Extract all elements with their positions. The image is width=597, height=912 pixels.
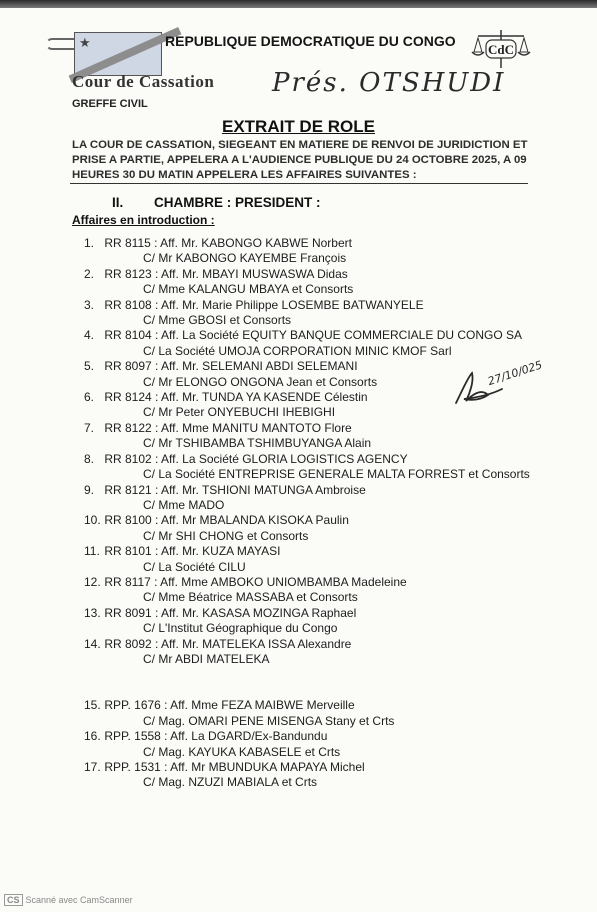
list-item [84,421,524,452]
chamber-heading [112,195,321,210]
court-name: Cour de Cassation [72,72,215,91]
document-title: EXTRAIT DE ROLE [221,117,375,136]
list-item [84,729,524,760]
list-item [84,698,524,729]
case-number: 9. [84,482,95,497]
section-heading: Affaires en introduction : [72,213,215,227]
case-title: RPP. 1558 : Aff. La DGARD/Ex-Bandundu [104,729,328,744]
case-respondent: C/ Mag. KAYUKA KABASELE et Crts [143,744,341,759]
case-respondent: C/ Mme KALANGU MBAYA et Consorts [143,282,354,297]
list-item [84,637,524,668]
case-respondent: C/ Mme Béatrice MASSABA et Consorts [143,590,358,605]
chamber-number: II. [112,195,124,210]
case-number: 17. [84,760,101,774]
logo-text: CdC [487,42,515,57]
case-respondent: C/ Mr TSHIBAMBA TSHIMBUYANGA Alain [143,436,372,451]
case-number: 8. [84,451,95,466]
list-item [84,298,524,329]
case-respondent: C/ Mr ELONGO ONGONA Jean et Consorts [143,374,378,389]
case-respondent: C/ La Société UMOJA CORPORATION MINIC KMOF Sarl [143,343,452,358]
intro-paragraph: LA COUR DE CASSATION, SIEGEANT EN MATIERE DE RENVOI DE JURIDICTION ET PRISE A PARTIE, APPELERA A L'AUDIENCE PUBLIQUE DU 24 OCTOBRE 2025, A 09 HEURES 30 DU MATIN APPELERA LES AFFAIRES SUIVANTES : [72,139,528,181]
case-respondent: C/ La Société CILU [143,559,246,574]
list-item [84,575,524,606]
case-title: RR 8124 : Aff. Mr. TUNDA YA KASENDE Célestin [104,390,368,405]
case-number: 11. [84,544,100,559]
signature-date: 27/10/025 [486,358,544,389]
case-title: RR 8122 : Aff. Mme MANITU MANTOTO Flore [104,420,352,435]
case-number: 4. [84,328,95,343]
case-list [84,236,530,791]
case-number: 12. [84,574,101,589]
drc-flag-icon [74,32,162,76]
case-number: 15. [84,698,101,713]
case-number: 7. [84,420,95,435]
case-title: RR 8091 : Aff. Mr. KASASA MOZINGA Raphael [104,605,357,620]
camscanner-icon: CS [4,894,23,906]
case-respondent: C/ Mag. NZUZI MABIALA et Crts [143,775,318,790]
case-respondent: C/ Mr ABDI MATELEKA [143,651,270,666]
scanner-text: Scanné avec CamScanner [25,895,133,905]
case-title: RR 8121 : Aff. Mr. TSHIONI MATUNGA Ambroise [104,482,366,497]
case-title: RR 8123 : Aff. Mr. MBAYI MUSWASWA Didas [104,266,348,281]
case-title: RPP. 1676 : Aff. Mme FEZA MAIBWE Merveille [104,698,355,713]
case-title: RR 8100 : Aff. Mr MBALANDA KISOKA Paulin [104,513,349,528]
registry-label: GREFFE CIVIL [72,98,148,110]
list-item [84,513,524,544]
case-respondent: C/ Mag. OMARI PENE MISENGA Stany et Crts [143,713,395,728]
republic-heading: REPUBLIQUE DEMOCRATIQUE DU CONGO [165,33,456,49]
court-scales-logo-icon [470,28,532,70]
list-item [84,760,524,791]
case-title: RPP. 1531 : Aff. Mr MBUNDUKA MAPAYA Michel [104,760,365,774]
case-number: 6. [84,390,95,405]
list-item [84,451,530,483]
case-title: RR 8097 : Aff. Mr. SELEMANI ABDI SELEMANI [104,359,358,374]
case-number: 2. [84,266,95,281]
scanner-watermark [4,894,133,906]
case-respondent: C/ L'Institut Géographique du Congo [143,621,338,636]
case-title: RR 8092 : Aff. Mr. MATELEKA ISSA Alexandre [104,636,352,651]
case-respondent: C/ Mme GBOSI et Consorts [143,313,292,328]
case-number: 5. [84,359,95,374]
case-respondent: C/ Mr KABONGO KAYEMBE François [143,251,347,266]
list-item [84,267,524,298]
chamber-title: CHAMBRE : PRESIDENT : [154,195,321,210]
case-number: 3. [84,297,95,312]
list-item [84,236,524,267]
case-title: RR 8101 : Aff. Mr. KUZA MAYASI [104,544,281,559]
case-title: RR 8108 : Aff. Mr. Marie Philippe LOSEMBE BATWANYELE [104,297,424,312]
case-respondent: C/ Mr Peter ONYEBUCHI IHEBIGHI [143,405,336,420]
divider [70,183,528,184]
list-item [84,544,524,575]
case-number: 16. [84,729,101,744]
list-item [84,483,524,514]
handwritten-signature [452,358,544,407]
list-item [84,328,524,359]
handwritten-president-note: Prés. OTSHUDI [272,68,506,98]
case-number: 10. [84,513,101,528]
case-number: 14. [84,636,101,651]
case-number: 13. [84,605,101,620]
scan-top-edge [0,0,597,8]
case-number: 1. [84,236,95,250]
case-title: RR 8102 : Aff. La Société GLORIA LOGISTICS AGENCY [104,451,408,466]
case-respondent: C/ Mme MADO [143,497,225,512]
case-title: RR 8117 : Aff. Mme AMBOKO UNIOMBAMBA Madeleine [104,574,407,589]
case-title: RR 8104 : Aff. La Société EQUITY BANQUE COMMERCIALE DU CONGO SA [104,328,523,343]
list-item [84,606,524,637]
case-title: RR 8115 : Aff. Mr. KABONGO KABWE Norbert [104,236,352,250]
case-respondent: C/ La Société ENTREPRISE GENERALE MALTA FORREST et Consorts [143,467,530,482]
case-respondent: C/ Mr SHI CHONG et Consorts [143,528,309,543]
star-icon: ★ [79,35,91,50]
